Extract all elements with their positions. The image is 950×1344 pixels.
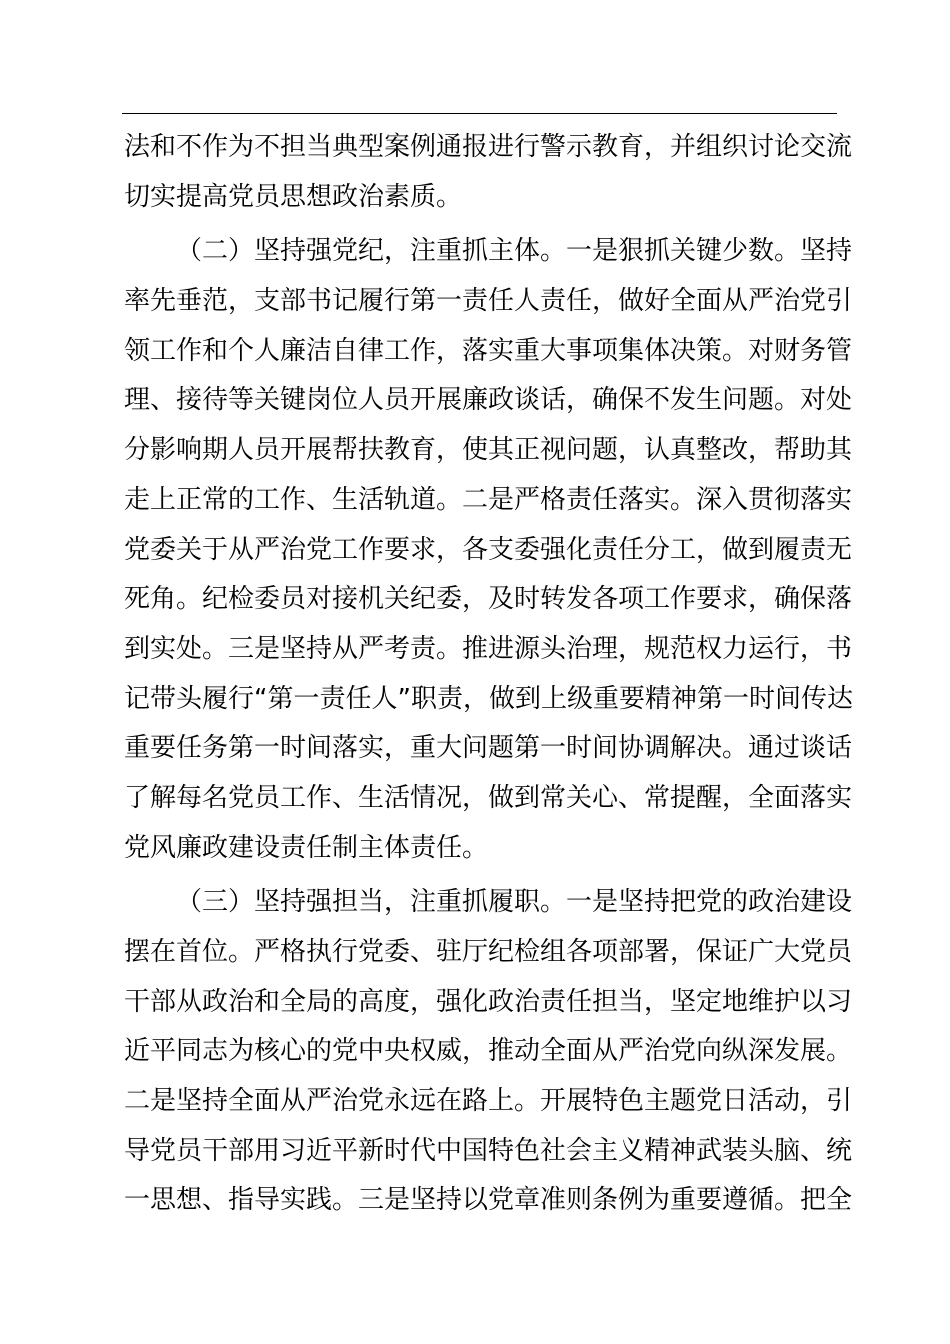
text-line: 切实提高党员思想政治素质。 bbox=[124, 181, 463, 212]
paragraph-1 bbox=[124, 123, 853, 222]
text-line: 了解每名党员工作、生活情况，做到常关心、常提醒，全面落实 bbox=[124, 782, 853, 813]
text-line: 重要任务第一时间落实，重大问题第一时间协调解决。通过谈话 bbox=[124, 733, 853, 764]
text-line: 干部从政治和全局的高度，强化政治责任担当，坚定地维护以习 bbox=[124, 986, 853, 1017]
text-line: 党委关于从严治党工作要求，各支委强化责任分工，做到履责无 bbox=[124, 534, 853, 565]
text-line: 分影响期人员开展帮扶教育，使其正视问题，认真整改，帮助其 bbox=[124, 435, 853, 466]
text-line: 率先垂范，支部书记履行第一责任人责任，做好全面从严治党引 bbox=[124, 286, 853, 317]
text-line: （三）坚持强担当，注重抓履职。一是坚持把党的政治建设 bbox=[176, 887, 853, 918]
text-line: 摆在首位。严格执行党委、驻厅纪检组各项部署，保证广大党员 bbox=[124, 937, 853, 967]
body-text bbox=[124, 123, 853, 1226]
text-line: 记带头履行“第一责任人”职责，做到上级重要精神第一时间传达 bbox=[124, 683, 853, 714]
text-line: 死角。纪检委员对接机关纪委，及时转发各项工作要求，确保落 bbox=[124, 584, 853, 615]
text-line: 二是坚持全面从严治党永远在路上。开展特色主题党日活动，引 bbox=[124, 1086, 853, 1117]
text-line: 领工作和个人廉洁自律工作，落实重大事项集体决策。对财务管 bbox=[124, 335, 853, 366]
text-line: 一思想、指导实践。三是坚持以党章准则条例为重要遵循。把全 bbox=[124, 1185, 853, 1216]
text-line: 理、接待等关键岗位人员开展廉政谈话，确保不发生问题。对处 bbox=[124, 385, 853, 416]
paragraph-2 bbox=[124, 227, 853, 873]
text-line: 法和不作为不担当典型案例通报进行警示教育，并组织讨论交流 bbox=[124, 132, 853, 162]
text-line: 党风廉政建设责任制主体责任。 bbox=[124, 832, 489, 863]
text-line: 导党员干部用习近平新时代中国特色社会主义精神武装头脑、统 bbox=[124, 1135, 853, 1166]
text-line: 到实处。三是坚持从严考责。推进源头治理，规范权力运行，书 bbox=[124, 633, 853, 664]
header-rule bbox=[122, 113, 837, 114]
text-line: （二）坚持强党纪，注重抓主体。一是狠抓关键少数。坚持 bbox=[176, 236, 853, 267]
text-line: 近平同志为核心的党中央权威，推动全面从严治党向纵深发展。 bbox=[124, 1036, 853, 1067]
text-line: 走上正常的工作、生活轨道。二是严格责任落实。深入贯彻落实 bbox=[124, 484, 853, 515]
paragraph-3 bbox=[124, 878, 853, 1226]
